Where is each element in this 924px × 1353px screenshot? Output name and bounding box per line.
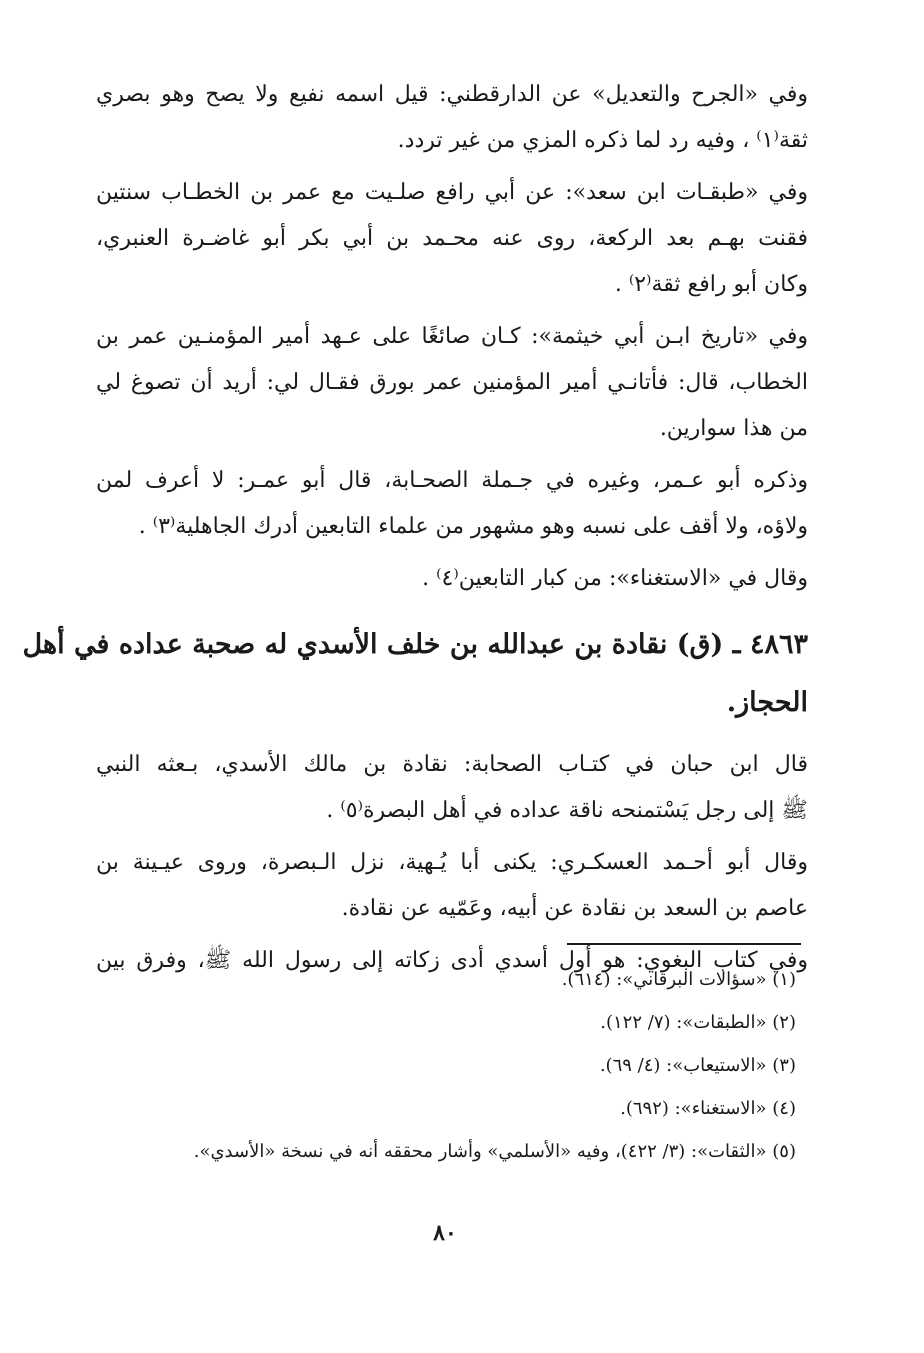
text-line: قال ابن حبان في كتـاب الصحابة: نقادة بن مالك الأسدي، بـعثه النبي: [96, 752, 808, 777]
heading-line: الحجاز.: [726, 687, 808, 718]
footnote-5: (٥) «الثقات»: (٣/ ٤٢٢)، وفيه «الأسلمي» وأشار محققه أنه في نسخة «الأسدي».: [193, 1141, 796, 1162]
entry-heading: [22, 616, 808, 732]
footnote-3: (٣) «الاستيعاب»: (٤/ ٦٩).: [599, 1055, 796, 1076]
main-text: [22, 72, 808, 990]
paragraph-1: [96, 72, 808, 164]
text-line: وفي «تاريخ ابـن أبي خيثمة»: كـان صائغًا على عـهد أمير المؤمنـين عمر بن: [96, 324, 808, 349]
text-line: وكان أبو رافع ثقة⁽٢⁾ .: [614, 272, 808, 297]
text-line: الخطاب، قال: فأتانـي أمير المؤمنين عمر بورق فقـال لي: أريد أن تصوغ لي: [96, 370, 808, 395]
text-line: وفي كتاب البغوي: هو أول أسدي أدى زكاته إلى رسول الله ﷺ، وفرق بين: [96, 948, 808, 973]
text-line: ﷺ إلى رجل يَسْتمنحه ناقة عداده في أهل البصرة⁽٥⁾ .: [326, 798, 808, 823]
heading-line: ٤٨٦٣ ـ (ق) نقادة بن عبدالله بن خلف الأسدي له صحبة عداده في أهل: [22, 629, 808, 660]
paragraph-2: [96, 170, 808, 308]
paragraph-5: [96, 556, 808, 602]
text-line: عاصم بن السعد بن نقادة عن أبيه، وعَمّيه عن نقادة.: [341, 896, 808, 921]
paragraph-4: [96, 458, 808, 550]
footnote-4: (٤) «الاستغناء»: (٦٩٢).: [620, 1098, 796, 1119]
footnote-divider: [567, 943, 801, 945]
text-line: ثقة⁽١⁾ ، وفيه رد لما ذكره المزي من غير تردد.: [397, 128, 808, 153]
text-line: وقال أبو أحـمد العسكـري: يكنى أبا يُـهية، نزل الـبصرة، وروى عيـينة بن: [96, 850, 808, 875]
text-line: وذكره أبو عـمر، وغيره في جـملة الصحـابة، قال أبو عمـر: لا أعرف لمن: [96, 468, 808, 493]
text-line: وفي «طبقـات ابن سعد»: عن أبي رافع صلـيت مع عمر بن الخطـاب سنتين: [96, 180, 808, 205]
page-number: ٨٠: [433, 1220, 457, 1246]
text-line: فقنت بهـم بعد الركعة، روى عنه محـمد بن أبي بكر أبو غاضـرة العنبري،: [96, 226, 808, 251]
paragraph-6: [96, 742, 808, 834]
text-line: ولاؤه، ولا أقف على نسبه وهو مشهور من علماء التابعين أدرك الجاهلية⁽٣⁾ .: [138, 514, 808, 539]
text-line: من هذا سوارين.: [659, 416, 808, 441]
footnote-2: (٢) «الطبقات»: (٧/ ١٢٢).: [600, 1012, 796, 1033]
paragraph-3: [96, 314, 808, 452]
text-line: وقال في «الاستغناء»: من كبار التابعين⁽٤⁾ .: [422, 566, 808, 591]
footnote-1: (١) «سؤالات البرقاني»: (٦١٤).: [561, 969, 796, 990]
text-line: وفي «الجرح والتعديل» عن الدارقطني: قيل اسمه نفيع ولا يصح وهو بصري: [96, 82, 808, 107]
footnotes: [96, 958, 796, 1173]
paragraph-7: [96, 840, 808, 932]
